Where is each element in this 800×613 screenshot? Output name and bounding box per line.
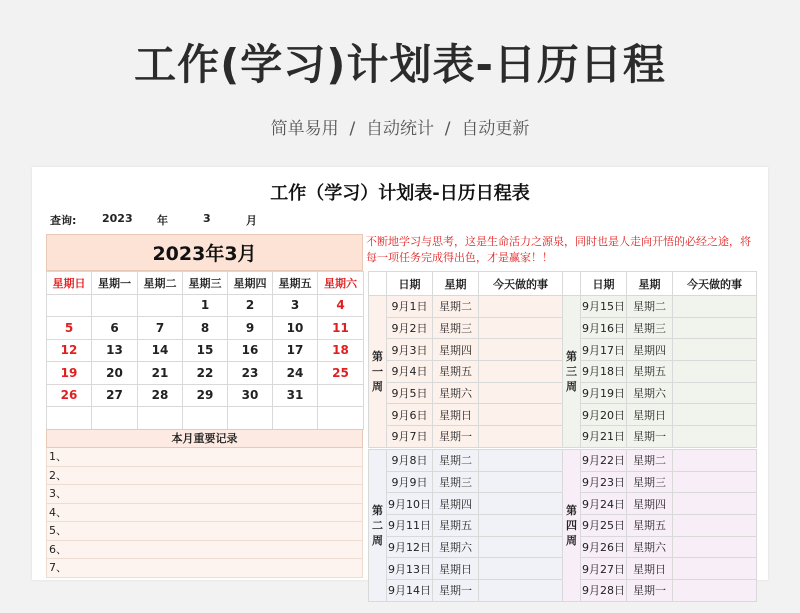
query-year-unit: 年 <box>157 214 168 227</box>
schedule-row <box>369 580 563 602</box>
schedule-date: 9月7日 <box>387 426 433 448</box>
schedule-row <box>563 382 757 404</box>
schedule-row <box>563 493 757 515</box>
calendar-week-row <box>47 362 364 385</box>
calendar-day-cell[interactable]: 21 <box>138 362 183 385</box>
schedule-date: 9月22日 <box>581 450 627 472</box>
schedule-todo-cell[interactable] <box>479 515 563 537</box>
query-month-input[interactable]: 3 <box>203 212 211 225</box>
schedule-weekday: 星期日 <box>433 558 479 580</box>
schedule-date: 9月4日 <box>387 361 433 383</box>
calendar-day-cell[interactable]: 3 <box>273 294 318 317</box>
spreadsheet-sheet <box>32 167 768 598</box>
schedule-weekday: 星期三 <box>433 317 479 339</box>
record-line[interactable]: 3、 <box>46 485 363 504</box>
week-table-2 <box>368 449 563 602</box>
schedule-date: 9月18日 <box>581 361 627 383</box>
schedule-date: 9月19日 <box>581 382 627 404</box>
schedule-row <box>563 426 757 448</box>
calendar-day-cell[interactable]: 11 <box>318 317 364 340</box>
schedule-todo-cell[interactable] <box>673 339 757 361</box>
schedule-date: 9月25日 <box>581 515 627 537</box>
schedule-weekday: 星期六 <box>627 382 673 404</box>
calendar-week-row <box>47 317 364 340</box>
schedule-row <box>563 558 757 580</box>
schedule-todo-cell[interactable] <box>479 296 563 318</box>
weekday-header: 星期六 <box>318 272 364 295</box>
query-month-unit: 月 <box>246 214 257 227</box>
schedule-row <box>563 339 757 361</box>
week-table-4 <box>562 449 757 602</box>
schedule-row <box>563 404 757 426</box>
schedule-date: 9月28日 <box>581 580 627 602</box>
calendar-body <box>47 294 364 429</box>
schedule-weekday: 星期四 <box>433 339 479 361</box>
calendar-week-row <box>47 339 364 362</box>
calendar-day-cell[interactable]: 7 <box>138 317 183 340</box>
schedule-date: 9月12日 <box>387 536 433 558</box>
schedule-weekday: 星期五 <box>627 361 673 383</box>
schedule-todo-cell[interactable] <box>479 580 563 602</box>
calendar-day-cell[interactable]: 28 <box>138 384 183 407</box>
weekday-header: 星期五 <box>273 272 318 295</box>
schedule-row <box>563 515 757 537</box>
schedule-date: 9月5日 <box>387 382 433 404</box>
record-line[interactable]: 5、 <box>46 522 363 541</box>
calendar-day-cell[interactable] <box>92 294 138 317</box>
schedule-date: 9月27日 <box>581 558 627 580</box>
week-header-todo: 今天做的事 <box>479 272 563 296</box>
schedule-weekday: 星期三 <box>627 317 673 339</box>
schedule-todo-cell[interactable] <box>479 404 563 426</box>
schedule-row <box>369 382 563 404</box>
calendar-day-cell[interactable]: 16 <box>228 339 273 362</box>
schedule-date: 9月11日 <box>387 515 433 537</box>
schedule-date: 9月10日 <box>387 493 433 515</box>
calendar-day-cell[interactable]: 2 <box>228 294 273 317</box>
record-line[interactable]: 2、 <box>46 467 363 486</box>
weekday-header: 星期四 <box>228 272 273 295</box>
page-title: 工作(学习)计划表-日历日程 <box>134 40 666 89</box>
schedule-todo-cell[interactable] <box>673 426 757 448</box>
calendar-day-cell[interactable]: 14 <box>138 339 183 362</box>
week-header-blank <box>563 272 581 296</box>
schedule-weekday: 星期五 <box>627 515 673 537</box>
calendar-day-cell[interactable] <box>273 407 318 430</box>
calendar-day-cell[interactable]: 4 <box>318 294 364 317</box>
schedule-todo-cell[interactable] <box>673 296 757 318</box>
schedule-weekday: 星期一 <box>627 426 673 448</box>
record-line[interactable]: 7、 <box>46 559 363 578</box>
schedule-todo-cell[interactable] <box>673 361 757 383</box>
calendar-day-cell[interactable]: 6 <box>92 317 138 340</box>
week-label: 第 三 周 <box>563 296 581 448</box>
schedule-row <box>369 404 563 426</box>
calendar-day-cell[interactable]: 25 <box>318 362 364 385</box>
calendar-day-cell[interactable] <box>183 407 228 430</box>
schedule-date: 9月2日 <box>387 317 433 339</box>
calendar-day-cell[interactable] <box>47 294 92 317</box>
calendar-day-cell[interactable] <box>92 407 138 430</box>
schedule-row <box>563 317 757 339</box>
schedule-todo-cell[interactable] <box>673 558 757 580</box>
schedule-date: 9月3日 <box>387 339 433 361</box>
week-table-header-row <box>369 272 563 296</box>
schedule-date: 9月17日 <box>581 339 627 361</box>
calendar-week-row <box>47 407 364 430</box>
schedule-weekday: 星期二 <box>433 296 479 318</box>
weekday-header: 星期二 <box>138 272 183 295</box>
calendar-week-row <box>47 384 364 407</box>
schedule-weekday: 星期一 <box>433 580 479 602</box>
schedule-todo-cell[interactable] <box>673 404 757 426</box>
weekday-header-row <box>47 272 364 295</box>
calendar-month-header: 2023年3月 <box>46 234 363 271</box>
schedule-todo-cell[interactable] <box>673 515 757 537</box>
calendar-day-cell[interactable]: 13 <box>92 339 138 362</box>
schedule-weekday: 星期四 <box>627 493 673 515</box>
schedule-weekday: 星期日 <box>627 558 673 580</box>
schedule-todo-cell[interactable] <box>479 339 563 361</box>
schedule-todo-cell[interactable] <box>673 450 757 472</box>
weekday-header: 星期日 <box>47 272 92 295</box>
sheet-title: 工作（学习）计划表-日历日程表 <box>270 183 530 204</box>
calendar-day-cell[interactable]: 17 <box>273 339 318 362</box>
schedule-row <box>563 361 757 383</box>
schedule-date: 9月1日 <box>387 296 433 318</box>
schedule-todo-cell[interactable] <box>479 536 563 558</box>
calendar-day-cell[interactable]: 29 <box>183 384 228 407</box>
schedule-todo-cell[interactable] <box>479 471 563 493</box>
schedule-date: 9月8日 <box>387 450 433 472</box>
week-header-blank <box>369 272 387 296</box>
schedule-weekday: 星期六 <box>433 382 479 404</box>
schedule-todo-cell[interactable] <box>479 317 563 339</box>
calendar-day-cell[interactable]: 26 <box>47 384 92 407</box>
week-header-todo: 今天做的事 <box>673 272 757 296</box>
records-title: 本月重要记录 <box>46 429 363 448</box>
record-line[interactable]: 4、 <box>46 504 363 523</box>
week-header-date: 日期 <box>581 272 627 296</box>
calendar-day-cell[interactable]: 23 <box>228 362 273 385</box>
schedule-weekday: 星期一 <box>433 426 479 448</box>
schedule-date: 9月16日 <box>581 317 627 339</box>
query-label: 查询: <box>50 214 77 227</box>
schedule-row <box>369 536 563 558</box>
calendar-day-cell[interactable]: 10 <box>273 317 318 340</box>
week-table-3 <box>562 271 757 448</box>
schedule-weekday: 星期四 <box>433 493 479 515</box>
calendar-day-cell[interactable] <box>228 407 273 430</box>
calendar-day-cell[interactable]: 31 <box>273 384 318 407</box>
schedule-weekday: 星期日 <box>627 404 673 426</box>
week-label: 第 一 周 <box>369 296 387 448</box>
schedule-todo-cell[interactable] <box>673 536 757 558</box>
schedule-todo-cell[interactable] <box>479 493 563 515</box>
record-line[interactable]: 6、 <box>46 541 363 560</box>
schedule-row <box>563 296 757 318</box>
calendar-week-row <box>47 294 364 317</box>
schedule-date: 9月20日 <box>581 404 627 426</box>
schedule-date: 9月14日 <box>387 580 433 602</box>
calendar-day-cell[interactable]: 30 <box>228 384 273 407</box>
calendar-day-cell[interactable]: 24 <box>273 362 318 385</box>
schedule-date: 9月6日 <box>387 404 433 426</box>
schedule-weekday: 星期四 <box>627 339 673 361</box>
schedule-row <box>369 426 563 448</box>
schedule-weekday: 星期二 <box>627 296 673 318</box>
weekday-header: 星期三 <box>183 272 228 295</box>
calendar-day-cell[interactable]: 15 <box>183 339 228 362</box>
records-list <box>46 448 363 578</box>
calendar-day-cell[interactable]: 18 <box>318 339 364 362</box>
schedule-todo-cell[interactable] <box>479 382 563 404</box>
week-label: 第 四 周 <box>563 450 581 602</box>
schedule-row <box>369 493 563 515</box>
schedule-date: 9月23日 <box>581 471 627 493</box>
calendar-day-cell[interactable]: 9 <box>228 317 273 340</box>
calendar-day-cell[interactable]: 27 <box>92 384 138 407</box>
calendar-day-cell[interactable] <box>138 294 183 317</box>
schedule-weekday: 星期三 <box>627 471 673 493</box>
schedule-date: 9月21日 <box>581 426 627 448</box>
calendar-day-cell[interactable] <box>47 407 92 430</box>
schedule-row <box>369 471 563 493</box>
calendar-day-cell[interactable]: 20 <box>92 362 138 385</box>
schedule-todo-cell[interactable] <box>479 361 563 383</box>
schedule-row <box>369 361 563 383</box>
schedule-date: 9月9日 <box>387 471 433 493</box>
schedule-row <box>563 450 757 472</box>
schedule-todo-cell[interactable] <box>673 493 757 515</box>
schedule-weekday: 星期二 <box>433 450 479 472</box>
week-label: 第 二 周 <box>369 450 387 602</box>
week-table-header-row <box>563 272 757 296</box>
schedule-weekday: 星期一 <box>627 580 673 602</box>
week-table-1 <box>368 271 563 448</box>
schedule-row <box>369 296 563 318</box>
schedule-todo-cell[interactable] <box>673 580 757 602</box>
schedule-row <box>369 339 563 361</box>
calendar-day-cell[interactable] <box>138 407 183 430</box>
record-line[interactable]: 1、 <box>46 448 363 467</box>
schedule-todo-cell[interactable] <box>479 426 563 448</box>
calendar-day-cell[interactable] <box>318 407 364 430</box>
week-header-weekday: 星期 <box>433 272 479 296</box>
schedule-row <box>563 471 757 493</box>
schedule-weekday: 星期三 <box>433 471 479 493</box>
schedule-date: 9月26日 <box>581 536 627 558</box>
calendar-day-cell[interactable]: 1 <box>183 294 228 317</box>
schedule-row <box>563 536 757 558</box>
schedule-todo-cell[interactable] <box>479 558 563 580</box>
weekday-header: 星期一 <box>92 272 138 295</box>
calendar-grid <box>46 271 364 430</box>
week-header-date: 日期 <box>387 272 433 296</box>
schedule-date: 9月13日 <box>387 558 433 580</box>
schedule-date: 9月24日 <box>581 493 627 515</box>
calendar-day-cell[interactable] <box>318 384 364 407</box>
query-year-input[interactable]: 2023 <box>102 212 133 225</box>
motto-text: 不断地学习与思考，这是生命活力之源泉，同时也是人走向开悟的必经之途，将每一项任务完成得出色，才是赢家！！ <box>366 235 751 264</box>
calendar-day-cell[interactable]: 22 <box>183 362 228 385</box>
schedule-weekday: 星期二 <box>627 450 673 472</box>
schedule-row <box>369 558 563 580</box>
schedule-todo-cell[interactable] <box>673 382 757 404</box>
schedule-date: 9月15日 <box>581 296 627 318</box>
schedule-todo-cell[interactable] <box>673 317 757 339</box>
schedule-weekday: 星期五 <box>433 361 479 383</box>
schedule-todo-cell[interactable] <box>673 471 757 493</box>
calendar-day-cell[interactable]: 12 <box>47 339 92 362</box>
schedule-weekday: 星期六 <box>433 536 479 558</box>
schedule-weekday: 星期五 <box>433 515 479 537</box>
schedule-row <box>369 450 563 472</box>
calendar-day-cell[interactable]: 5 <box>47 317 92 340</box>
schedule-row <box>563 580 757 602</box>
calendar-day-cell[interactable]: 19 <box>47 362 92 385</box>
schedule-todo-cell[interactable] <box>479 450 563 472</box>
schedule-weekday: 星期六 <box>627 536 673 558</box>
schedule-row <box>369 317 563 339</box>
schedule-row <box>369 515 563 537</box>
page-subtitle: 简单易用 / 自动统计 / 自动更新 <box>270 119 530 139</box>
week-header-weekday: 星期 <box>627 272 673 296</box>
calendar-day-cell[interactable]: 8 <box>183 317 228 340</box>
schedule-weekday: 星期日 <box>433 404 479 426</box>
